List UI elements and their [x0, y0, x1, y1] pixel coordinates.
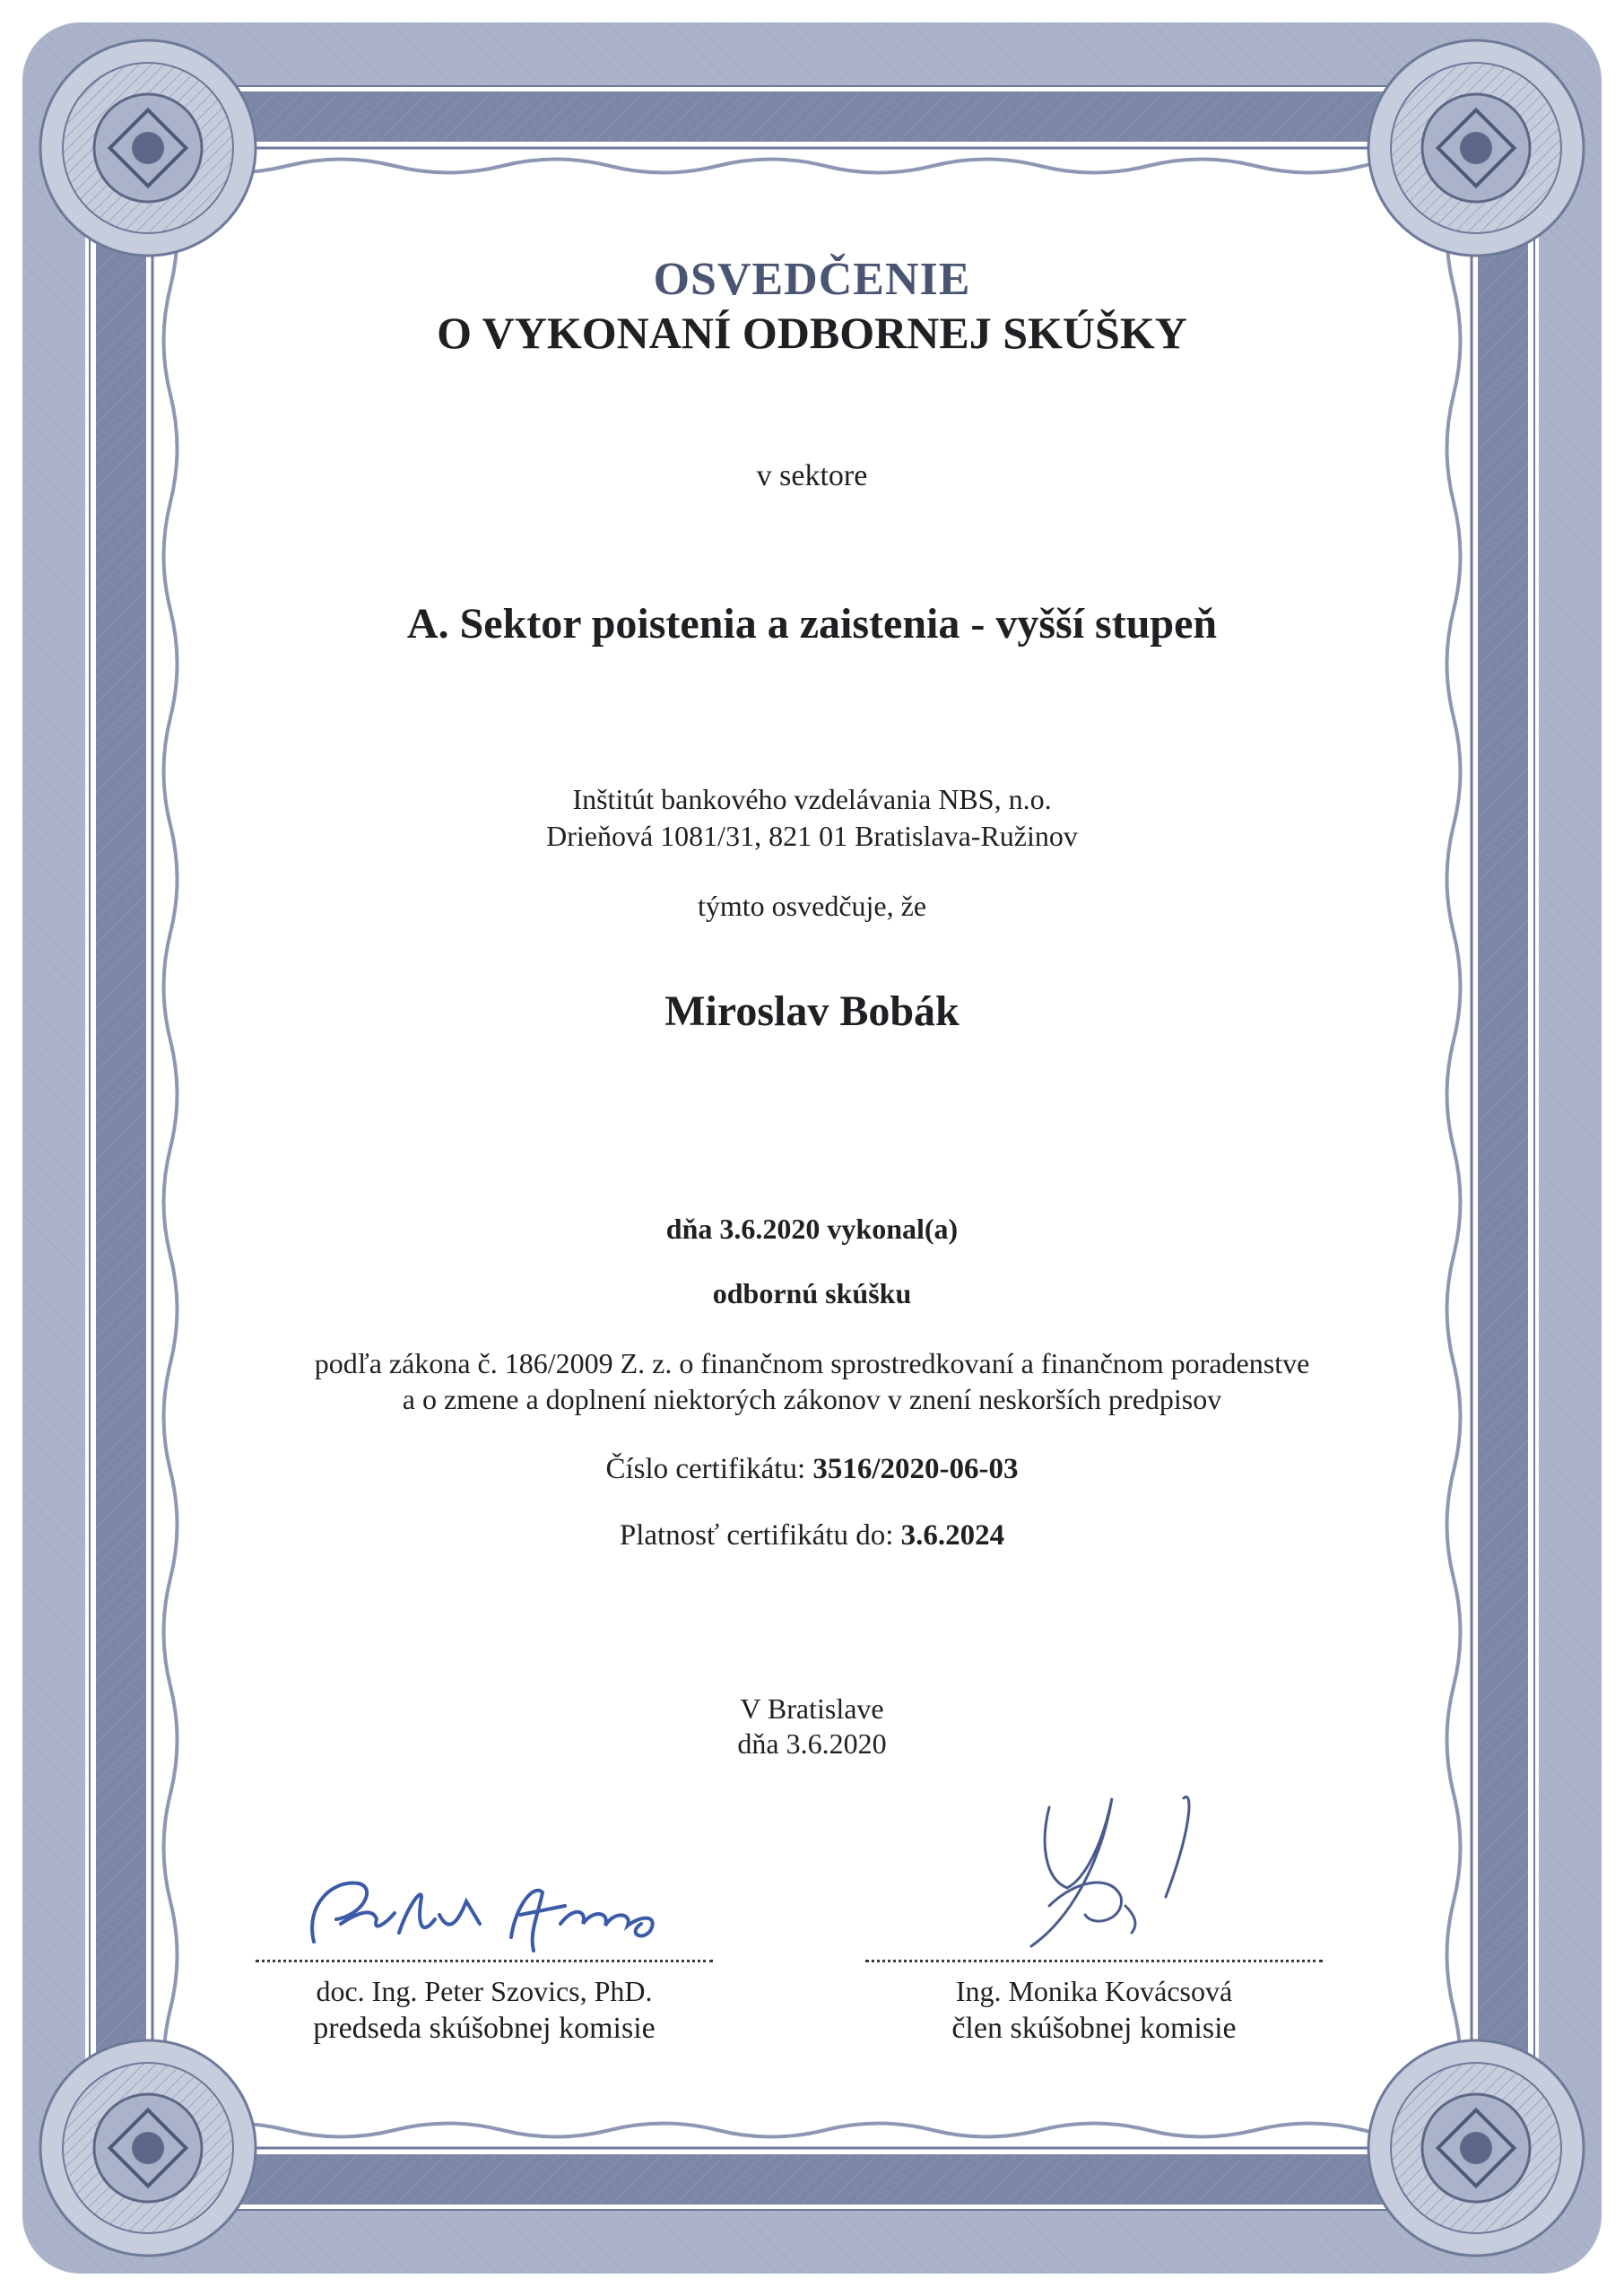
- certificate-title: OSVEDČENIE: [653, 254, 971, 305]
- signature-line-member: [865, 1960, 1323, 1962]
- signature-block-member: [861, 1771, 1327, 2046]
- certificate-validity: [269, 1519, 1355, 1552]
- person-name: Miroslav Bobák: [664, 987, 960, 1035]
- corner-ornament-top-right: [1368, 40, 1584, 256]
- handwritten-signature-chair: [287, 1870, 682, 1960]
- issue-date: dňa 3.6.2020: [737, 1727, 887, 1760]
- certificate-number-value: 3516/2020-06-03: [812, 1453, 1019, 1485]
- certificate-number-label: Číslo certifikátu:: [605, 1453, 813, 1485]
- signature-line-chair: [256, 1960, 713, 1962]
- certificate-number: [269, 1453, 1355, 1486]
- law-reference-line-1: podľa zákona č. 186/2009 Z. z. o finančnom sprostredkovaní a finančnom poradenstve: [314, 1347, 1310, 1379]
- institution-name: Inštitút bankového vzdelávania NBS, n.o.: [572, 783, 1052, 815]
- signature-block-chair: [251, 1870, 717, 2046]
- exam-kind: odbornú skúšku: [712, 1277, 912, 1309]
- validity-value: 3.6.2024: [900, 1519, 1005, 1552]
- law-reference-line-2: a o zmene a doplnení niektorých zákonov v znení neskorších predpisov: [402, 1383, 1222, 1415]
- chair-role: predseda skúšobnej komisie: [313, 2012, 656, 2045]
- corner-ornament-bottom-right: [1368, 2040, 1584, 2256]
- issue-place: V Bratislave: [740, 1692, 884, 1725]
- member-name: Ing. Monika Kovácsová: [955, 1975, 1233, 2007]
- handwritten-signature-member: [897, 1771, 1291, 1960]
- validity-label: Platnosť certifikátu do:: [619, 1519, 901, 1552]
- corner-ornament-top-left: [40, 40, 256, 256]
- sector-intro: v sektore: [756, 459, 868, 492]
- institution-address: Drieňová 1081/31, 821 01 Bratislava-Ružinov: [546, 820, 1078, 852]
- member-role: člen skúšobnej komisie: [951, 2012, 1237, 2045]
- exam-date-line: dňa 3.6.2020 vykonal(a): [665, 1213, 959, 1245]
- sector-name: A. Sektor poistenia a zaistenia - vyšší stupeň: [406, 600, 1218, 648]
- corner-ornament-bottom-left: [40, 2040, 256, 2256]
- certificate-subtitle: O VYKONANÍ ODBORNEJ SKÚŠKY: [437, 308, 1187, 358]
- certifies-text: týmto osvedčuje, že: [697, 890, 927, 922]
- chair-name: doc. Ing. Peter Szovics, PhD.: [316, 1975, 653, 2007]
